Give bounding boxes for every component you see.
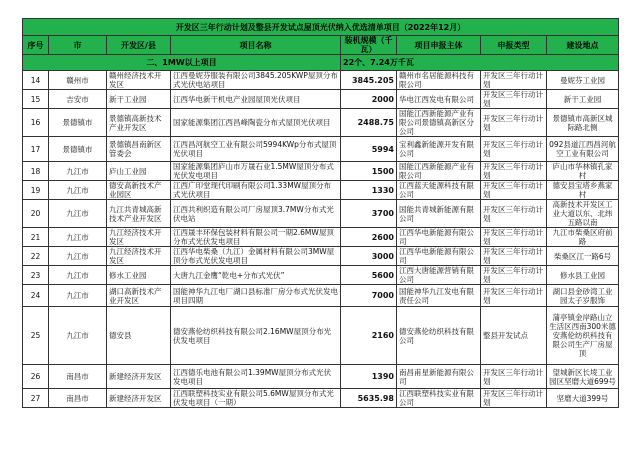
cell-type: 开发区三年行动计划 [481, 71, 547, 90]
header-row [23, 36, 619, 55]
cell-zone: 德安高新技术产业园区 [107, 181, 171, 200]
table-row [23, 71, 619, 90]
table-title: 开发区三年行动计划及整县开发试点屋顶光伏纳入优选清单项目（2022年12月） [23, 19, 619, 36]
cell-unit: 江西蓝天能源科技有限公司 [397, 181, 481, 200]
cell-capacity: 1390 [341, 365, 397, 389]
cell-city: 九江市 [49, 181, 107, 200]
cell-capacity: 7000 [341, 285, 397, 307]
cell-project: 国家能源集团江西昌峰陶瓷分布式屋顶光伏项目 [171, 109, 341, 137]
col-capacity: 装机规模（千瓦） [341, 36, 397, 55]
cell-type: 开发区三年行动计划 [481, 285, 547, 307]
cell-zone: 景德镇高新技术产业开发区 [107, 109, 171, 137]
cell-site: 新干工业园 [547, 90, 619, 109]
cell-project: 江西晟丰环保包装材料有限公司一期2.6MW屋顶分布式光伏发电项目 [171, 228, 341, 247]
cell-type: 整县开发试点 [481, 307, 547, 365]
cell-zone: 景德镇昌南新区管委会 [107, 137, 171, 162]
cell-type: 开发区三年行动计划 [481, 365, 547, 389]
cell-type: 开发区三年行动计划 [481, 162, 547, 181]
cell-zone: 新建经济开发区 [107, 365, 171, 389]
group-row [23, 55, 619, 71]
cell-city: 景德镇市 [49, 109, 107, 137]
col-zone: 开发区/县 [107, 36, 171, 55]
table-row [23, 181, 619, 200]
cell-seq: 25 [23, 307, 49, 365]
table-row [23, 200, 619, 228]
cell-capacity: 3845.205 [341, 71, 397, 90]
cell-unit: 江西华电新能源有限公司 [397, 228, 481, 247]
cell-city: 景德镇市 [49, 137, 107, 162]
table-row [23, 228, 619, 247]
cell-seq: 21 [23, 228, 49, 247]
cell-zone: 德安县 [107, 307, 171, 365]
cell-site: 望城新区长堎工业园区坚磨大道699号 [547, 365, 619, 389]
cell-project: 江西联塑科技实业有限公司5.6MW屋顶分布式光伏发电项目（一期） [171, 389, 341, 408]
cell-seq: 14 [23, 71, 49, 90]
cell-type: 开发区三年行动计划 [481, 266, 547, 285]
table-title-row [23, 19, 619, 36]
cell-unit: 宝利鑫新能源开发有限公司 [397, 137, 481, 162]
cell-capacity: 1330 [341, 181, 397, 200]
document-sheet [22, 18, 618, 408]
cell-site: 柴桑区江一路6号 [547, 247, 619, 266]
cell-type: 开发区三年行动计划 [481, 109, 547, 137]
col-site: 建设地点 [547, 36, 619, 55]
cell-seq: 18 [23, 162, 49, 181]
cell-site: 高新技术开发区工业大道以东、北纬五路以南 [547, 200, 619, 228]
cell-project: 大唐九江金鹰“乾电+分布式光伏” [171, 266, 341, 285]
cell-site: 湖口县金砂湾工业园太子岁服饰 [547, 285, 619, 307]
cell-unit: 国能江西新能源产业有限公司 [397, 162, 481, 181]
cell-city: 赣州市 [49, 71, 107, 90]
cell-type: 开发区三年行动计划 [481, 389, 547, 408]
cell-capacity: 5635.98 [341, 389, 397, 408]
cell-project: 国家能源集团庐山市万晟石业1.5MW屋顶分布式光伏发电项目 [171, 162, 341, 181]
cell-seq: 15 [23, 90, 49, 109]
cell-seq: 16 [23, 109, 49, 137]
cell-project: 江西华电新干机电产业园屋顶光伏项目 [171, 90, 341, 109]
cell-city: 九江市 [49, 200, 107, 228]
cell-site: 曼妮芬工业园 [547, 71, 619, 90]
cell-seq: 20 [23, 200, 49, 228]
cell-unit: 赣州市名居能源科技有限公司 [397, 71, 481, 90]
cell-type: 开发区三年行动计划 [481, 181, 547, 200]
col-city: 市 [49, 36, 107, 55]
cell-unit: 江西大唐能源营销有限公司 [397, 266, 481, 285]
table-row [23, 266, 619, 285]
cell-site: 修水县工业园 [547, 266, 619, 285]
cell-city: 九江市 [49, 266, 107, 285]
cell-type: 开发区三年行动计划 [481, 90, 547, 109]
cell-seq: 23 [23, 266, 49, 285]
table-row [23, 90, 619, 109]
cell-site: 蒲亭镇金岸路山立生活区西南300米德安燕伦纺织科技有限公司生产厂房屋顶 [547, 307, 619, 365]
cell-project: 江西华电柴桑（九江）金属材料有限公司3MW屋顶分布式光伏发电项目 [171, 247, 341, 266]
cell-city: 吉安市 [49, 90, 107, 109]
cell-seq: 17 [23, 137, 49, 162]
cell-site: 092县道江西昌河航空工业有限公司 [547, 137, 619, 162]
cell-unit: 江西联塑科技实业有限公司 [397, 389, 481, 408]
group-label: 二、1MW以上项目 [23, 55, 341, 71]
cell-seq: 24 [23, 285, 49, 307]
cell-city: 南昌市 [49, 389, 107, 408]
cell-project: 德安燕伦纺织科技有限公司2.16MW屋顶分布光伏发电项目 [171, 307, 341, 365]
cell-capacity: 2160 [341, 307, 397, 365]
project-table [22, 18, 619, 408]
col-unit: 项目申报主体 [397, 36, 481, 55]
group-total: 22个、7.24万千瓦 [341, 55, 619, 71]
cell-city: 南昌市 [49, 365, 107, 389]
cell-capacity: 2488.75 [341, 109, 397, 137]
table-row [23, 109, 619, 137]
cell-project: 江西昌河航空工业有限公司5994KWp分布式屋顶光伏项目 [171, 137, 341, 162]
cell-capacity: 5600 [341, 266, 397, 285]
cell-city: 九江市 [49, 228, 107, 247]
cell-city: 九江市 [49, 285, 107, 307]
cell-zone: 湖口高新技术产业开发区 [107, 285, 171, 307]
table-row [23, 389, 619, 408]
cell-seq: 22 [23, 247, 49, 266]
cell-unit: 华电江西发电有限公司 [397, 90, 481, 109]
cell-site: 德安县宝塔乡燕家村 [547, 181, 619, 200]
cell-type: 开发区三年行动计划 [481, 228, 547, 247]
col-seq: 序号 [23, 36, 49, 55]
cell-zone: 庐山工业园 [107, 162, 171, 181]
cell-type: 开发区三年行动计划 [481, 247, 547, 266]
cell-city: 九江市 [49, 162, 107, 181]
cell-capacity: 2000 [341, 90, 397, 109]
cell-zone: 九江经济技术开发区 [107, 228, 171, 247]
table-row [23, 285, 619, 307]
table-row [23, 162, 619, 181]
cell-site: 九江市柴桑区府前路 [547, 228, 619, 247]
cell-project: 国能神华九江电厂湖口县标准厂房分布式光伏发电项目四期 [171, 285, 341, 307]
cell-site: 坚磨大道399号 [547, 389, 619, 408]
cell-city: 九江市 [49, 307, 107, 365]
cell-unit: 南昌甫星新能源有限公司 [397, 365, 481, 389]
cell-capacity: 3000 [341, 247, 397, 266]
cell-unit: 德安燕伦纺织科技有限公司 [397, 307, 481, 365]
cell-zone: 九江经济技术开发区 [107, 247, 171, 266]
cell-project: 江西曼妮芬服装有限公司3845.205KWP屋顶分布式光伏电站项目 [171, 71, 341, 90]
cell-unit: 国能江西新能源产业有限公司景德镇高新区分公司 [397, 109, 481, 137]
cell-unit: 江西华电新能源有限公司 [397, 247, 481, 266]
table-body [23, 71, 619, 408]
cell-seq: 27 [23, 389, 49, 408]
cell-project: 江西德乐电池有限公司1.39MW屋顶分布式光伏发电项目 [171, 365, 341, 389]
cell-capacity: 3700 [341, 200, 397, 228]
cell-zone: 新干工业园 [107, 90, 171, 109]
cell-unit: 国能神华九江发电有限责任公司 [397, 285, 481, 307]
cell-seq: 19 [23, 181, 49, 200]
cell-capacity: 2600 [341, 228, 397, 247]
table-row [23, 137, 619, 162]
cell-capacity: 5994 [341, 137, 397, 162]
col-project: 项目名称 [171, 36, 341, 55]
cell-city: 九江市 [49, 247, 107, 266]
cell-project: 江西共利织造有限公司厂房屋顶3.7MW分布式光伏电站 [171, 200, 341, 228]
cell-type: 开发区三年行动计划 [481, 200, 547, 228]
cell-site: 景德镇市高新区城际路北侧 [547, 109, 619, 137]
cell-zone: 修水工业园 [107, 266, 171, 285]
cell-project: 江西广印堂现代印刷有限公司1.33MW屋顶分布式光伏项目 [171, 181, 341, 200]
cell-type: 开发区三年行动计划 [481, 137, 547, 162]
cell-capacity: 1500 [341, 162, 397, 181]
cell-zone: 九江共青城高新技术产业开发区 [107, 200, 171, 228]
table-row [23, 307, 619, 365]
cell-zone: 赣州经济技术开发区 [107, 71, 171, 90]
cell-zone: 新建经济开发区 [107, 389, 171, 408]
table-row [23, 365, 619, 389]
cell-unit: 国能共青城新能源有限公司 [397, 200, 481, 228]
cell-seq: 26 [23, 365, 49, 389]
col-type: 申报类型 [481, 36, 547, 55]
table-row [23, 247, 619, 266]
cell-site: 庐山市华林镇孔家村 [547, 162, 619, 181]
